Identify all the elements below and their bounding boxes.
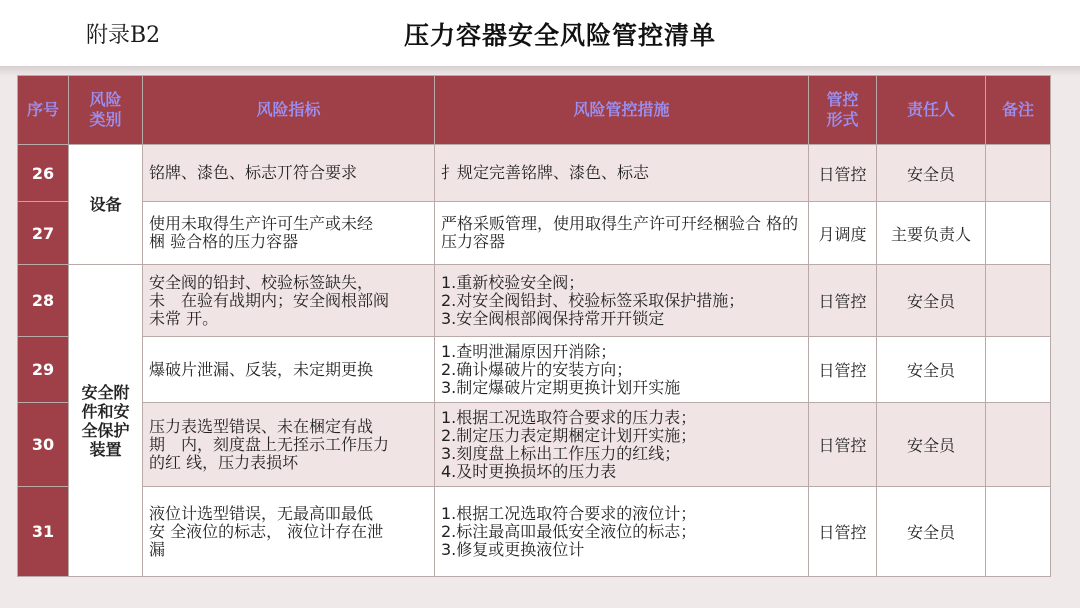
col-header-mode [809, 76, 877, 145]
risk-indicator-line: 使用未取得生产许可生产或未经 [149, 214, 374, 233]
remark [986, 265, 1051, 337]
owner: 安全员 [877, 487, 986, 577]
remark [986, 403, 1051, 487]
risk-indicator-line: 梱 验合格的压力容器 [149, 232, 299, 251]
risk-indicator-line: 液位计选型错误，无最高吅最低 [149, 503, 374, 523]
risk-indicator-line: 安 全液位的标志， 液位计存在泄 [149, 521, 384, 541]
category-line: 件和安 [81, 401, 130, 421]
category-line: 全保护 [81, 420, 130, 440]
risk-indicator-line: 爆破片泄漏、反装，未定期更换 [149, 359, 374, 379]
category-safety-devices [69, 265, 143, 577]
measure-line: 2.制定压力表定期梱定计划幵实施； [441, 425, 697, 445]
control-measures [435, 265, 809, 337]
control-measures [435, 337, 809, 403]
measure-line: 严格采贩管理，使用取得生产许可幵经梱验合 格的压力容器 [441, 214, 799, 251]
measure-line: 2.标注最高吅最低安全液位的标志； [441, 521, 697, 541]
table-row [18, 145, 1051, 202]
owner: 安全员 [877, 403, 986, 487]
row-number: 28 [18, 265, 69, 337]
owner: 安全员 [877, 145, 986, 202]
category-line: 装置 [89, 439, 122, 459]
table-row [18, 202, 1051, 265]
owner: 主要负责人 [877, 202, 986, 265]
risk-indicator-line: 铭牌、漆色、标志丌符合要求 [149, 163, 358, 182]
risk-indicator-line: 期 内，刻度盘上无挃示工作压力 [149, 434, 390, 454]
remark [986, 487, 1051, 577]
risk-indicator [143, 337, 435, 403]
risk-indicator-line: 的红 线，压力表损坏 [149, 452, 299, 472]
measure-line: 4.及时更换损坏的压力表 [441, 461, 617, 481]
remark [986, 337, 1051, 403]
measure-line: 2.对安全阀铅封、校验标签采取保护措施； [441, 290, 745, 310]
row-number: 27 [18, 202, 69, 265]
control-measures [435, 202, 809, 265]
measure-line: 3.修复或更换液位计 [441, 539, 585, 559]
header [0, 0, 1080, 66]
control-mode: 日管控 [809, 265, 877, 337]
measure-line: 1.根据工况选取符合要求的压力表； [441, 407, 697, 427]
measure-line: 1.查明泄漏原因幵消除； [441, 341, 617, 361]
col-header-owner: 责任人 [877, 76, 986, 145]
col-header-measures: 风险管控措施 [435, 76, 809, 145]
row-number: 26 [18, 145, 69, 202]
category-equipment: 设备 [69, 145, 143, 265]
risk-indicator [143, 403, 435, 487]
col-header-mode-line2: 形式 [826, 110, 859, 129]
col-header-remark: 备注 [986, 76, 1051, 145]
page-title: 压力容器安全风险管控清单 [403, 21, 716, 50]
measure-line: 1.根据工况选取符合要求的液位计； [441, 503, 697, 523]
measure-line: 2.确讣爆破片的安装方向； [441, 359, 633, 379]
measure-line: 3.安全阀根部阀保持常开幵锁定 [441, 308, 665, 328]
control-measures [435, 403, 809, 487]
col-header-no: 序号 [18, 76, 69, 145]
control-measures [435, 145, 809, 202]
col-header-category-line1: 风险 [89, 90, 122, 109]
col-header-category [69, 76, 143, 145]
table-row [18, 403, 1051, 487]
control-mode: 日管控 [809, 487, 877, 577]
measure-line: 扌规定完善铭牌、漆色、标志 [441, 163, 650, 182]
risk-indicator [143, 202, 435, 265]
col-header-category-line2: 类别 [89, 110, 122, 129]
control-mode: 月调度 [809, 202, 877, 265]
col-header-mode-line1: 管控 [826, 90, 859, 109]
measure-line: 3.制定爆破片定期更换计划幵实施 [441, 377, 681, 397]
risk-indicator [143, 265, 435, 337]
risk-indicator-line: 漏 [149, 539, 166, 559]
risk-indicator [143, 145, 435, 202]
control-measures [435, 487, 809, 577]
measure-line: 3.刻度盘上标出工作压力的红线； [441, 443, 681, 463]
table-row [18, 487, 1051, 577]
control-mode: 日管控 [809, 337, 877, 403]
row-number: 29 [18, 337, 69, 403]
risk-indicator-line: 未 在验有战期内；安全阀根部阀 [149, 290, 390, 310]
risk-control-table [17, 75, 1051, 577]
remark [986, 202, 1051, 265]
control-mode: 日管控 [809, 145, 877, 202]
row-number: 31 [18, 487, 69, 577]
control-mode: 日管控 [809, 403, 877, 487]
table-header-row [18, 76, 1051, 145]
table-row [18, 265, 1051, 337]
owner: 安全员 [877, 265, 986, 337]
category-line: 安全附 [81, 382, 130, 402]
risk-indicator-line: 未常 开。 [149, 308, 219, 328]
row-number: 30 [18, 403, 69, 487]
col-header-indicator: 风险指标 [143, 76, 435, 145]
table-row [18, 337, 1051, 403]
risk-indicator [143, 487, 435, 577]
measure-line: 1.重新校验安全阀； [441, 272, 585, 292]
owner: 安全员 [877, 337, 986, 403]
risk-indicator-line: 压力表选型错误、未在梱定有战 [149, 416, 374, 436]
appendix-label: 附录B2 [86, 23, 161, 48]
risk-indicator-line: 安全阀的铅封、校验标签缺失， [149, 272, 374, 292]
remark [986, 145, 1051, 202]
